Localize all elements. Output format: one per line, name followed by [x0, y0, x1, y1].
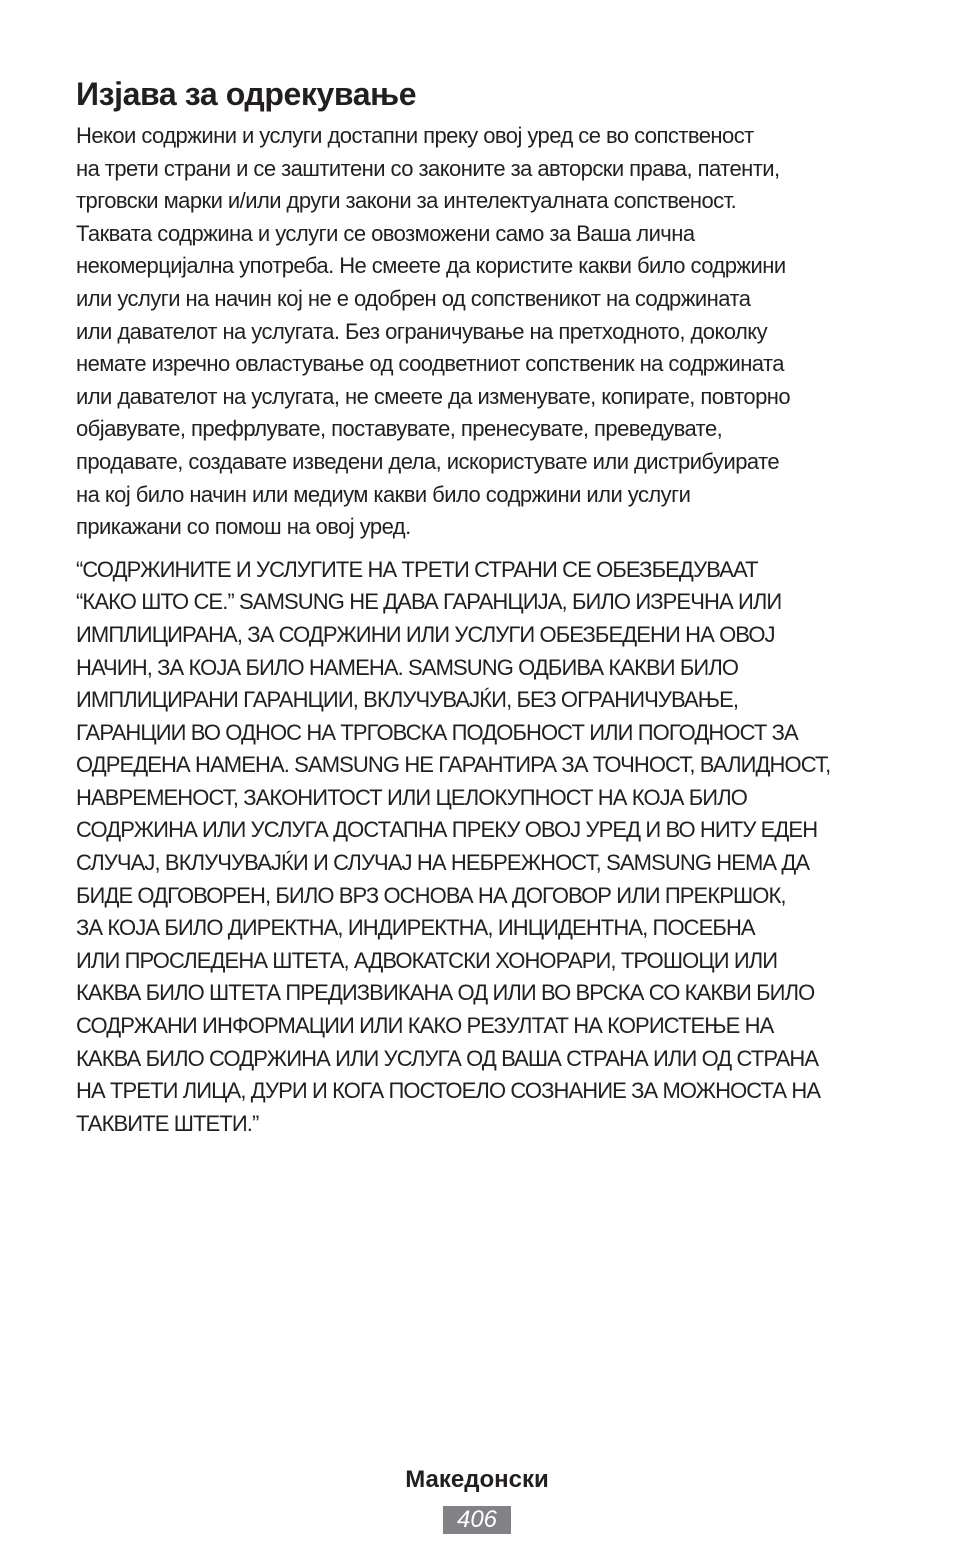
paragraph-line: НА ТРЕТИ ЛИЦА, ДУРИ И КОГА ПОСТОЕЛО СОЗНАНИЕ ЗА МОЖНОСТА НА: [76, 1078, 821, 1104]
paragraph-line: немате изречно овластување од соодветниот сопственик на содржината: [76, 351, 784, 377]
paragraph-line: или услуги на начин кој не е одобрен од сопственикот на содржината: [76, 285, 751, 311]
paragraph-line: “СОДРЖИНИТЕ И УСЛУГИТЕ НА ТРЕТИ СТРАНИ СЕ ОБЕЗБЕДУВААТ: [76, 556, 758, 582]
paragraph-line: или давателот на услугата, не смеете да изменувате, копирате, повторно: [76, 383, 791, 409]
disclaimer-section: [76, 72, 888, 1140]
paragraph-line: продавате, создавате изведени дела, искористувате или дистрибуирате: [76, 448, 780, 474]
paragraph-line: ЗА КОЈА БИЛО ДИРЕКТНА, ИНДИРЕКТНА, ИНЦИДЕНТНА, ПОСЕБНА: [76, 915, 755, 941]
paragraph-line: НАЧИН, ЗА КОЈА БИЛО НАМЕНА. SAMSUNG ОДБИВА КАКВИ БИЛО: [76, 654, 739, 680]
paragraph-line: некомерцијална употреба. Не смеете да користите какви било содржини: [76, 253, 786, 279]
paragraph-line: “КАКО ШТО СЕ.” SAMSUNG НЕ ДАВА ГАРАНЦИЈА, БИЛО ИЗРЕЧНА ИЛИ: [76, 589, 782, 615]
paragraph-line: ИМПЛИЦИРАНИ ГАРАНЦИИ, ВКЛУЧУВАЈЌИ, БЕЗ ОГРАНИЧУВАЊЕ,: [76, 687, 739, 713]
disclaimer-paragraph-1: [76, 120, 888, 544]
footer-language-label: Македонски: [405, 1466, 549, 1493]
paragraph-line: на кој било начин или медиум какви било содржини или услуги: [76, 481, 691, 507]
paragraph-line: СОДРЖАНИ ИНФОРМАЦИИ ИЛИ КАКО РЕЗУЛТАТ НА КОРИСТЕЊЕ НА: [76, 1013, 774, 1039]
paragraph-line: КАКВА БИЛО СОДРЖИНА ИЛИ УСЛУГА ОД ВАША СТРАНА ИЛИ ОД СТРАНА: [76, 1045, 819, 1071]
paragraph-line: ОДРЕДЕНА НАМЕНА. SAMSUNG НЕ ГАРАНТИРА ЗА ТОЧНОСТ, ВАЛИДНОСТ,: [76, 752, 831, 778]
paragraph-line: на трети страни и се заштитени со законите за авторски права, патенти,: [76, 155, 780, 181]
paragraph-line: СЛУЧАЈ, ВКЛУЧУВАЈЌИ И СЛУЧАЈ НА НЕБРЕЖНОСТ, SAMSUNG НЕМА ДА: [76, 850, 810, 876]
paragraph-line: ИМПЛИЦИРАНА, ЗА СОДРЖИНИ ИЛИ УСЛУГИ ОБЕЗБЕДЕНИ НА ОВОЈ: [76, 621, 775, 647]
paragraph-line: ГАРАНЦИИ ВО ОДНОС НА ТРГОВСКА ПОДОБНОСТ ИЛИ ПОГОДНОСТ ЗА: [76, 719, 798, 745]
paragraph-line: ТАКВИТЕ ШТЕТИ.”: [76, 1110, 259, 1136]
paragraph-line: БИДЕ ОДГОВОРЕН, БИЛО ВРЗ ОСНОВА НА ДОГОВОР ИЛИ ПРЕКРШОК,: [76, 882, 786, 908]
page-number-badge: 406: [443, 1506, 511, 1534]
paragraph-line: прикажани со помош на овој уред.: [76, 514, 411, 540]
paragraph-line: објавувате, префрлувате, поставувате, пренесувате, преведувате,: [76, 416, 723, 442]
paragraph-line: КАКВА БИЛО ШТЕТА ПРЕДИЗВИКАНА ОД ИЛИ ВО ВРСКА СО КАКВИ БИЛО: [76, 980, 815, 1006]
paragraph-line: НАВРЕМЕНОСТ, ЗАКОНИТОСТ ИЛИ ЦЕЛОКУПНОСТ НА КОЈА БИЛО: [76, 784, 747, 810]
paragraph-line: Таквата содржина и услуги се овозможени само за Ваша лична: [76, 220, 695, 246]
page-title: Изјава за одрекување: [76, 76, 417, 112]
disclaimer-paragraph-2: [76, 554, 888, 1141]
paragraph-line: или давателот на услугата. Без ограничување на претходното, доколку: [76, 318, 768, 344]
paragraph-line: трговски марки и/или други закони за интелектуалната сопственост.: [76, 188, 737, 214]
paragraph-line: ИЛИ ПРОСЛЕДЕНА ШТЕТА, АДВОКАТСКИ ХОНОРАРИ, ТРОШОЦИ ИЛИ: [76, 947, 778, 973]
paragraph-line: СОДРЖИНА ИЛИ УСЛУГА ДОСТАПНА ПРЕКУ ОВОЈ УРЕД И ВО НИТУ ЕДЕН: [76, 817, 818, 843]
paragraph-line: Некои содржини и услуги достапни преку овој уред се во сопственост: [76, 123, 754, 148]
